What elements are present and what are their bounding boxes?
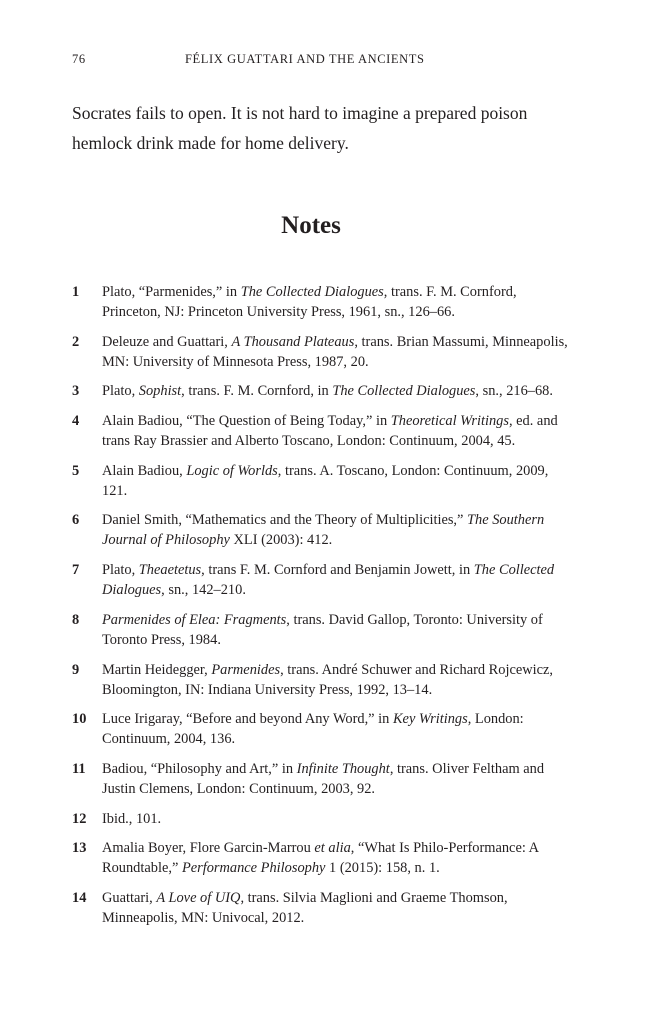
note-title-italic: Key Writings — [392, 711, 468, 728]
note-title-italic: Parmenides — [211, 661, 281, 678]
note-title-italic: The Collected Dialogues — [332, 383, 476, 400]
note-number: 9 — [72, 661, 80, 678]
note-text-segment: 1 (2015): 158, n. 1. — [325, 860, 440, 877]
note-text-segment: Alain Badiou, “The Question of Being Today,” in — [102, 413, 391, 430]
note-text-segment: , ed. and trans Ray Brassier and Alberto Toscano, London: Continuum, 2004, 45. — [102, 413, 558, 450]
note-text-segment: Martin Heidegger, — [102, 661, 212, 678]
note-text-segment: , trans. David Gallop, Toronto: University of Toronto Press, 1984. — [102, 611, 543, 648]
note-text-segment: , London: Continuum, 2004, 136. — [102, 711, 524, 748]
note-title-italic: Infinite Thought — [296, 760, 390, 777]
note-text-segment: , trans. Silvia Maglioni and Graeme Thomson, Minneapolis, MN: Univocal, 2012. — [102, 889, 508, 926]
note-title-italic: Sophist — [138, 383, 182, 400]
note-text-segment: , trans. F. M. Cornford, Princeton, NJ: Princeton University Press, 1961, sn., 126–66. — [102, 284, 517, 320]
note-text — [102, 610, 572, 650]
note-item — [72, 660, 572, 700]
note-item — [72, 888, 572, 928]
notes-list — [72, 282, 572, 938]
note-title-italic: Logic of Worlds — [186, 462, 278, 479]
note-item — [72, 411, 572, 451]
note-text-segment: Amalia Boyer, Flore Garcin-Marrou — [102, 840, 315, 857]
note-number: 7 — [72, 562, 80, 579]
note-item — [72, 282, 572, 322]
note-text-segment: , trans F. M. Cornford and Benjamin Jowett, in — [201, 562, 474, 579]
note-text-segment: Luce Irigaray, “Before and beyond Any Word,” in — [102, 711, 393, 728]
note-number: 3 — [72, 383, 80, 400]
note-item — [72, 381, 572, 401]
note-item — [72, 709, 572, 749]
note-text-segment: Badiou, “Philosophy and Art,” in — [102, 760, 297, 777]
note-item — [72, 560, 572, 600]
body-line: Socrates fails to open. It is not hard to imagine a prepared poison — [72, 103, 528, 123]
note-text-segment: Daniel Smith, “Mathematics and the Theory of Multiplicities,” — [102, 512, 468, 529]
note-item — [72, 610, 572, 650]
note-text — [102, 759, 572, 799]
note-text-segment: Plato, — [102, 562, 139, 579]
note-title-italic: et alia — [314, 840, 351, 857]
note-text-segment: , trans. F. M. Cornford, in — [181, 383, 333, 400]
note-text — [102, 461, 572, 501]
note-text-segment: Plato, — [102, 383, 139, 400]
note-number: 14 — [72, 889, 87, 906]
note-text — [102, 411, 572, 451]
note-number: 13 — [72, 840, 87, 857]
note-number: 4 — [72, 413, 80, 430]
note-item — [72, 461, 572, 501]
note-text-segment: , sn., 142–210. — [161, 582, 246, 599]
note-title-italic: The Southern Journal of Philosophy — [102, 512, 545, 549]
running-head — [72, 52, 592, 70]
note-number: 12 — [72, 810, 87, 827]
note-text — [102, 381, 572, 401]
note-number: 11 — [72, 760, 86, 777]
note-text-segment: , trans. André Schuwer and Richard Rojcewicz, Bloomington, IN: Indiana University Press, 1992, 13–14. — [102, 661, 554, 698]
note-text — [102, 709, 572, 749]
note-title-italic: Performance Philosophy — [181, 860, 326, 877]
book-title: FÉLIX GUATTARI AND THE ANCIENTS — [185, 52, 425, 66]
note-item — [72, 838, 572, 878]
note-text-segment: , trans. A. Toscano, London: Continuum, 2009, 121. — [102, 462, 549, 499]
note-text — [102, 660, 572, 700]
note-title-italic: The Collected Dialogues — [102, 562, 555, 599]
note-text — [102, 560, 572, 600]
note-title-italic: The Collected Dialogues — [240, 284, 384, 300]
note-number: 10 — [72, 711, 87, 728]
note-text-segment: XLI (2003): 412. — [229, 532, 333, 549]
note-text-segment: , trans. Oliver Feltham and Justin Clemens, London: Continuum, 2003, 92. — [102, 760, 545, 797]
note-title-italic: A Thousand Plateaus — [231, 333, 355, 350]
note-text — [102, 809, 572, 829]
note-text — [102, 510, 572, 550]
notes-heading: Notes — [281, 212, 341, 239]
note-text-segment: , trans. Brian Massumi, Minneapolis, MN: University of Minnesota Press, 1987, 20. — [102, 333, 568, 370]
body-paragraph — [72, 98, 562, 158]
note-text-segment: , “What Is Philo-Performance: A Roundtable,” — [102, 840, 539, 877]
note-item — [72, 809, 572, 829]
note-number: 2 — [72, 333, 80, 350]
note-text-segment: Alain Badiou, — [102, 462, 187, 479]
note-number: 6 — [72, 512, 80, 529]
body-line: hemlock drink made for home delivery. — [72, 133, 349, 153]
note-text — [102, 332, 572, 372]
page-number: 76 — [72, 52, 86, 66]
note-text-segment: , sn., 216–68. — [475, 383, 553, 400]
note-number: 1 — [72, 284, 80, 300]
note-title-italic: Theaetetus — [138, 562, 202, 579]
note-text — [102, 282, 572, 322]
note-item — [72, 759, 572, 799]
note-text-segment: Plato, “Parmenides,” in — [102, 284, 241, 300]
note-title-italic: Theoretical Writings — [390, 413, 509, 430]
note-text-segment: Ibid., 101. — [102, 810, 162, 827]
note-title-italic: A Love of UIQ — [156, 889, 241, 906]
note-number: 5 — [72, 462, 80, 479]
note-title-italic: Parmenides of Elea: Fragments — [102, 611, 287, 628]
note-text-segment: Deleuze and Guattari, — [102, 333, 232, 350]
note-text-segment: Guattari, — [102, 889, 157, 906]
note-text — [102, 888, 572, 928]
note-text — [102, 838, 572, 878]
note-item — [72, 332, 572, 372]
note-number: 8 — [72, 611, 80, 628]
note-item — [72, 510, 572, 550]
